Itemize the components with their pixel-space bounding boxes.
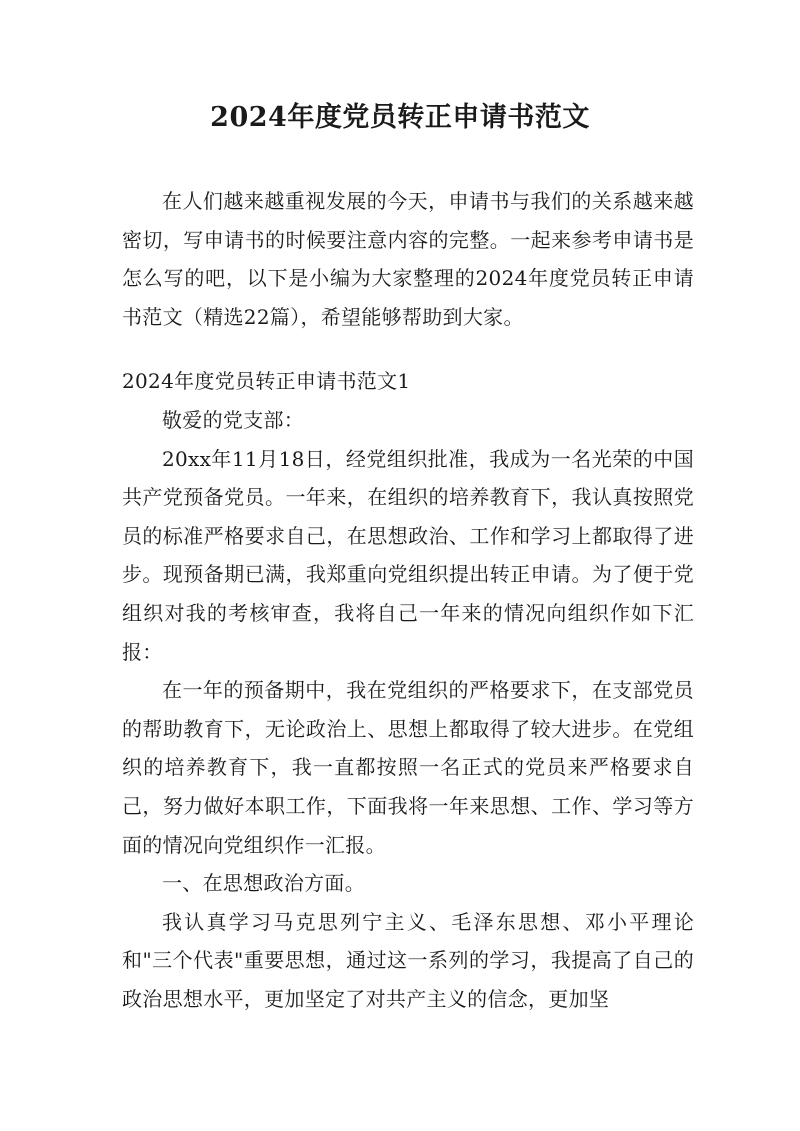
intro-paragraph: 在人们越来越重视发展的今天，申请书与我们的关系越来越密切，写申请书的时候要注意内容的完整。一起来参考申请书是怎么写的吧，以下是小编为大家整理的2024年度党员转正申请书范文（精选22篇），希望能够帮助到大家。 [122,189,694,329]
document-body [122,182,694,1018]
section-heading: 2024年度党员转正申请书范文1 [122,369,411,394]
subsection-heading: 一、在思想政治方面。 [162,871,365,896]
body-paragraph-2: 在一年的预备期中，我在党组织的严格要求下，在支部党员的帮助教育下，无论政治上、思想上都取得了较大进步。在党组织的培养教育下，我一直都按照一名正式的党员来严格要求自己，努力做好本职工作，下面我将一年来思想、工作、学习等方面的情况向党组织作一汇报。 [122,678,694,857]
salutation: 敬爱的党支部： [162,407,305,432]
body-paragraph-3: 我认真学习马克思列宁主义、毛泽东思想、邓小平理论和"三个代表"重要思想，通过这一系列的学习，我提高了自己的政治思想水平，更加坚定了对共产主义的信念，更加坚 [122,909,694,1011]
document-title: 2024年度党员转正申请书范文 [210,102,590,133]
body-paragraph-1: 20xx年11月18日，经党组织批准，我成为一名光荣的中国共产党预备党员。一年来，在组织的培养教育下，我认真按照党员的标准严格要求自己，在思想政治、工作和学习上都取得了进步。现预备期已满，我郑重向党组织提出转正申请。为了便于党组织对我的考核审查，我将自己一年来的情况向组织作如下汇报： [122,446,694,664]
